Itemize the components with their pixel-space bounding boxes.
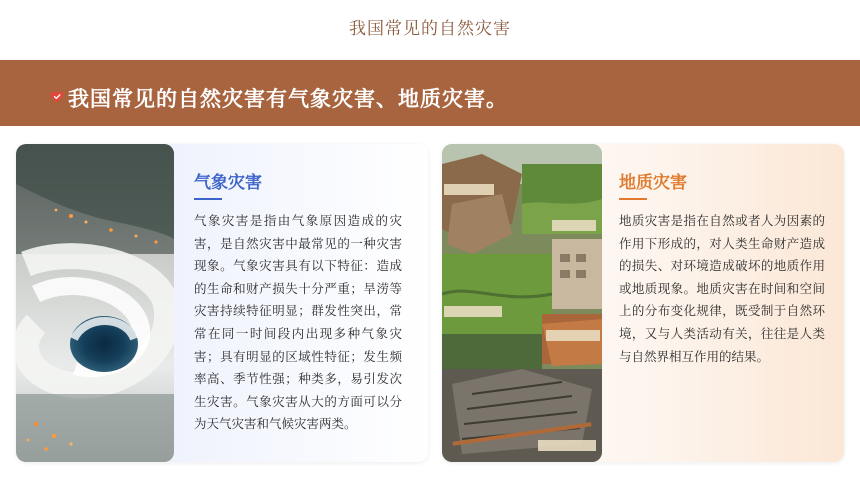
geological-heading: 地质灾害 (619, 173, 687, 193)
page-title: 我国常见的自然灾害 (349, 19, 511, 39)
heading-underline (194, 198, 222, 200)
geological-disaster-collage (442, 144, 602, 462)
hurricane-satellite-image (16, 144, 174, 462)
meteorological-body: 气象灾害是指由气象原因造成的灾害，是自然灾害中最常见的一种灾害现象。气象灾害具有以下特征：造成的生命和财产损失十分严重；旱涝等灾害持续特征明显；群发性突出，常常在同一时间段内出现多种气象灾害；具有明显的区域性特征；发生频率高、季节性强；种类多，易引发次生灾害。气象灾害从大的方面可以分为天气灾害和气候灾害两类。 (194, 213, 402, 432)
geological-disaster-card (442, 144, 844, 462)
heart-check-icon (50, 90, 64, 104)
meteorological-heading: 气象灾害 (194, 173, 262, 193)
meteorological-disaster-card (16, 144, 428, 462)
heading-underline (619, 198, 647, 200)
geological-body: 地质灾害是指在自然或者人为因素的作用下形成的，对人类生命财产造成的损失、对环境造成破坏的地质作用或地质现象。地质灾害在时间和空间上的分布变化规律，既受制于自然环境，又与人类活动有关，往往是人类与自然界相互作用的结果。 (619, 213, 825, 364)
banner-text: 我国常见的自然灾害有气象灾害、地质灾害。 (68, 87, 508, 111)
